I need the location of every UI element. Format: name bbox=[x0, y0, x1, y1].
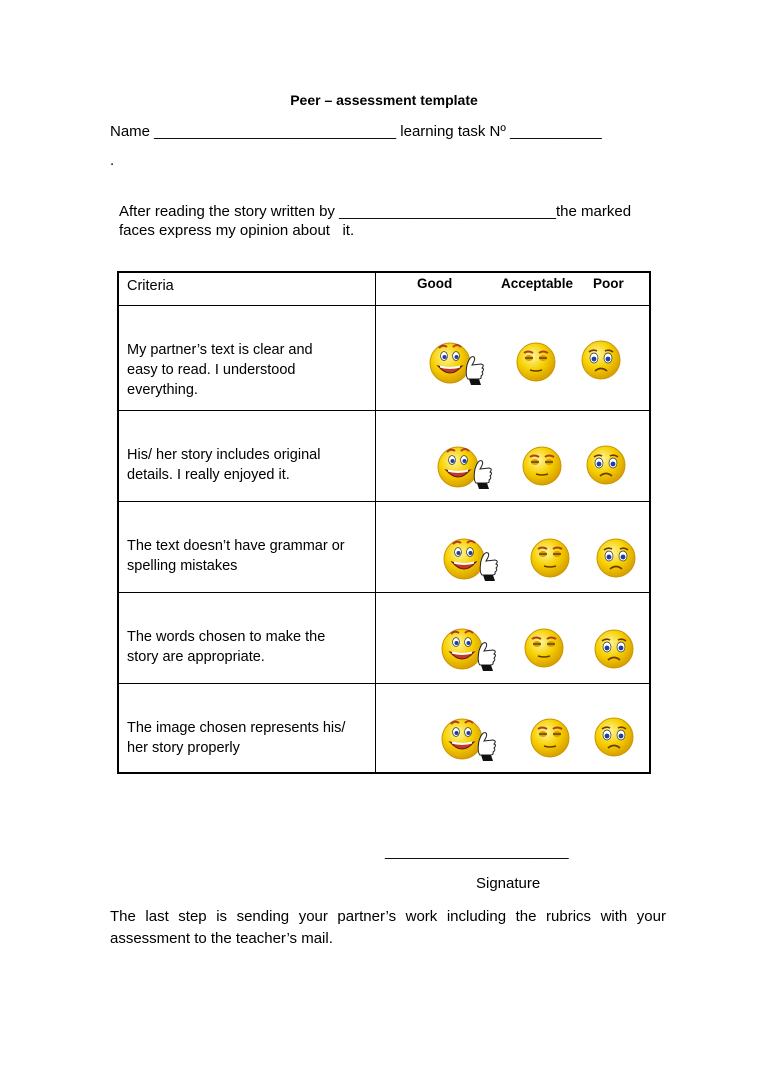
footer-line-1: The last step is sending your partner’s work including the rubrics with your bbox=[110, 908, 666, 925]
header-acceptable: Acceptable bbox=[501, 276, 574, 291]
criterion-text: His/ her story includes original bbox=[127, 447, 321, 463]
header-poor: Poor bbox=[593, 276, 624, 291]
page-title: Peer – assessment template bbox=[290, 92, 478, 108]
signature-label: Signature bbox=[476, 875, 541, 892]
intro-line-2: faces express my opinion about it. bbox=[119, 222, 355, 239]
footer-note bbox=[110, 906, 666, 950]
column-divider bbox=[375, 273, 376, 772]
good-face-icon[interactable] bbox=[427, 335, 487, 387]
criterion-text: spelling mistakes bbox=[127, 558, 238, 574]
poor-face-icon[interactable] bbox=[595, 537, 637, 579]
criterion-text: The words chosen to make the bbox=[127, 629, 326, 645]
acceptable-face-icon[interactable] bbox=[529, 717, 571, 759]
footer-line-2: assessment to the teacher’s mail. bbox=[110, 930, 333, 947]
row-divider bbox=[119, 501, 649, 502]
acceptable-face-icon[interactable] bbox=[521, 445, 563, 487]
good-face-icon[interactable] bbox=[439, 621, 499, 673]
criterion-text: everything. bbox=[127, 382, 198, 398]
signature-line: ______________________ bbox=[385, 843, 569, 860]
poor-face-icon[interactable] bbox=[585, 444, 627, 486]
poor-face-icon[interactable] bbox=[593, 628, 635, 670]
row-divider bbox=[119, 592, 649, 593]
acceptable-face-icon[interactable] bbox=[529, 537, 571, 579]
row-divider bbox=[119, 305, 649, 306]
criterion-row bbox=[127, 445, 367, 485]
criterion-text: My partner’s text is clear and bbox=[127, 342, 313, 358]
criterion-text: her story properly bbox=[127, 740, 240, 756]
criterion-text: details. I really enjoyed it. bbox=[127, 467, 290, 483]
intro-line-1: After reading the story written by __________________________the marked bbox=[119, 203, 632, 220]
acceptable-face-icon[interactable] bbox=[515, 341, 557, 383]
header-good: Good bbox=[417, 276, 453, 291]
criterion-text: story are appropriate. bbox=[127, 649, 265, 665]
criterion-row bbox=[127, 340, 367, 400]
criterion-row bbox=[127, 536, 367, 576]
row-divider bbox=[119, 410, 649, 411]
criterion-row bbox=[127, 718, 367, 758]
stray-dot: . bbox=[110, 152, 115, 169]
assessment-table bbox=[117, 271, 651, 774]
good-face-icon[interactable] bbox=[441, 531, 501, 583]
poor-face-icon[interactable] bbox=[580, 339, 622, 381]
criteria-header: Criteria bbox=[127, 278, 174, 294]
poor-face-icon[interactable] bbox=[593, 716, 635, 758]
criterion-row bbox=[127, 627, 367, 667]
criterion-text: easy to read. I understood bbox=[127, 362, 296, 378]
criterion-text: The image chosen represents his/ bbox=[127, 720, 346, 736]
name-line: Name _____________________________ learning task Nº ___________ bbox=[110, 123, 602, 140]
good-face-icon[interactable] bbox=[439, 711, 499, 763]
row-divider bbox=[119, 683, 649, 684]
acceptable-face-icon[interactable] bbox=[523, 627, 565, 669]
criterion-text: The text doesn’t have grammar or bbox=[127, 538, 345, 554]
good-face-icon[interactable] bbox=[435, 439, 495, 491]
